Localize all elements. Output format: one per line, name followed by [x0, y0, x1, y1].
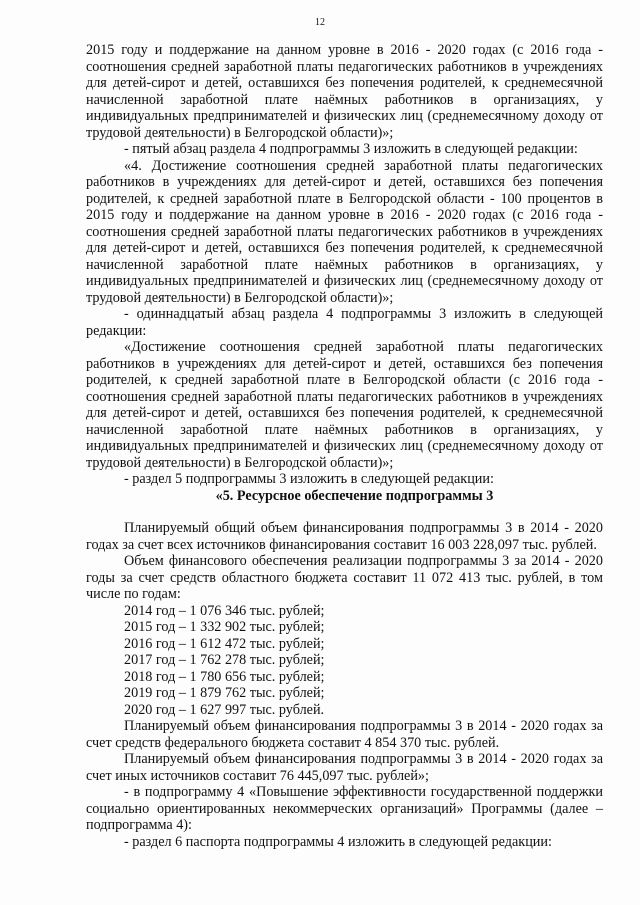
paragraph-quoted-text: «4. Достижение соотношения средней заработной платы педагогических работников в учреждениях для детей-сирот и детей, оставшихся без попечения родителей, к средней заработной плате в Белгородской области - 100 процентов в 2015 году и поддержание на данном уровне в 2016 - 2020 годах (с 2016 года - соотношения средней заработной платы педагогических работников в учреждениях для детей-сирот и детей, оставшихся без попечения родителей, к среднемесячной начисленной заработной плате наёмных работников в организациях, у индивидуальных предпринимателей и физических лиц (среднемесячному доходу от трудовой деятельности) в Белгородской области)»;	[86, 157, 603, 306]
paragraph-other-sources: Планируемый объем финансирования подпрограммы 3 в 2014 - 2020 годах за счет иных источников составит 76 445,097 тыс. рублей»;	[86, 751, 603, 784]
yearly-funding-list	[86, 603, 603, 719]
paragraph-amendment-item: - раздел 5 подпрограммы 3 изложить в следующей редакции:	[124, 471, 494, 487]
paragraph-continuation: 2015 году и поддержание на данном уровне в 2016 - 2020 годах (с 2016 года - соотношения средней заработной платы педагогических работников в учреждениях для детей-сирот и детей, оставшихся без попечения родителей, к среднемесячной начисленной заработной плате наёмных работников в организациях, у индивидуальных предпринимателей и физических лиц (среднемесячному доходу от трудовой деятельности) в Белгородской области)»;	[86, 42, 603, 141]
list-item: 2020 год – 1 627 997 тыс. рублей.	[124, 701, 325, 718]
list-item: 2016 год – 1 612 472 тыс. рублей;	[124, 635, 325, 652]
list-item: 2017 год – 1 762 278 тыс. рублей;	[124, 652, 325, 668]
list-item: 2014 год – 1 076 346 тыс. рублей;	[124, 602, 325, 619]
page-number: 12	[315, 17, 325, 28]
section-heading: «5. Ресурсное обеспечение подпрограммы 3	[215, 487, 494, 504]
paragraph-amendment-item: - в подпрограмму 4 «Повышение эффективности государственной поддержки социально ориентированных некоммерческих организаций» Программы (далее – подпрограмма 4):	[86, 784, 603, 833]
paragraph-quoted-text: «Достижение соотношения средней заработной платы педагогических работников в учреждениях для детей-сирот и детей, оставшихся без попечения родителей, к средней заработной плате в Белгородской области (с 2016 года - соотношения средней заработной платы педагогических работников в учреждениях для детей-сирот и детей, оставшихся без попечения родителей, к среднемесячной начисленной заработной плате наёмных работников в организациях, у индивидуальных предпринимателей и физических лиц (среднемесячному доходу от трудовой деятельности) в Белгородской области)»;	[86, 339, 603, 471]
paragraph-amendment-item: - раздел 6 паспорта подпрограммы 4 изложить в следующей редакции:	[124, 833, 552, 850]
spacer	[86, 504, 603, 520]
paragraph-federal-budget: Планируемый объем финансирования подпрограммы 3 в 2014 - 2020 годах за счет средств федерального бюджета составит 4 854 370 тыс. рублей.	[86, 718, 603, 751]
paragraph-amendment-item: - пятый абзац раздела 4 подпрограммы 3 изложить в следующей редакции:	[124, 141, 578, 157]
paragraph-regional-budget: Объем финансового обеспечения реализации подпрограммы 3 за 2014 - 2020 годы за счет средств областного бюджета составит 11 072 413 тыс. рублей, в том числе по годам:	[86, 553, 603, 602]
list-item: 2015 год – 1 332 902 тыс. рублей;	[124, 619, 325, 635]
list-item: 2018 год – 1 780 656 тыс. рублей;	[124, 668, 325, 685]
paragraph-amendment-item: - одиннадцатый абзац раздела 4 подпрограммы 3 изложить в следующей редакции:	[86, 306, 603, 339]
paragraph-total-funding: Планируемый общий объем финансирования подпрограммы 3 в 2014 - 2020 годах за счет всех источников финансирования составит 16 003 228,097 тыс. рублей.	[86, 520, 603, 553]
list-item: 2019 год – 1 879 762 тыс. рублей;	[124, 685, 325, 701]
document-body	[86, 42, 603, 850]
